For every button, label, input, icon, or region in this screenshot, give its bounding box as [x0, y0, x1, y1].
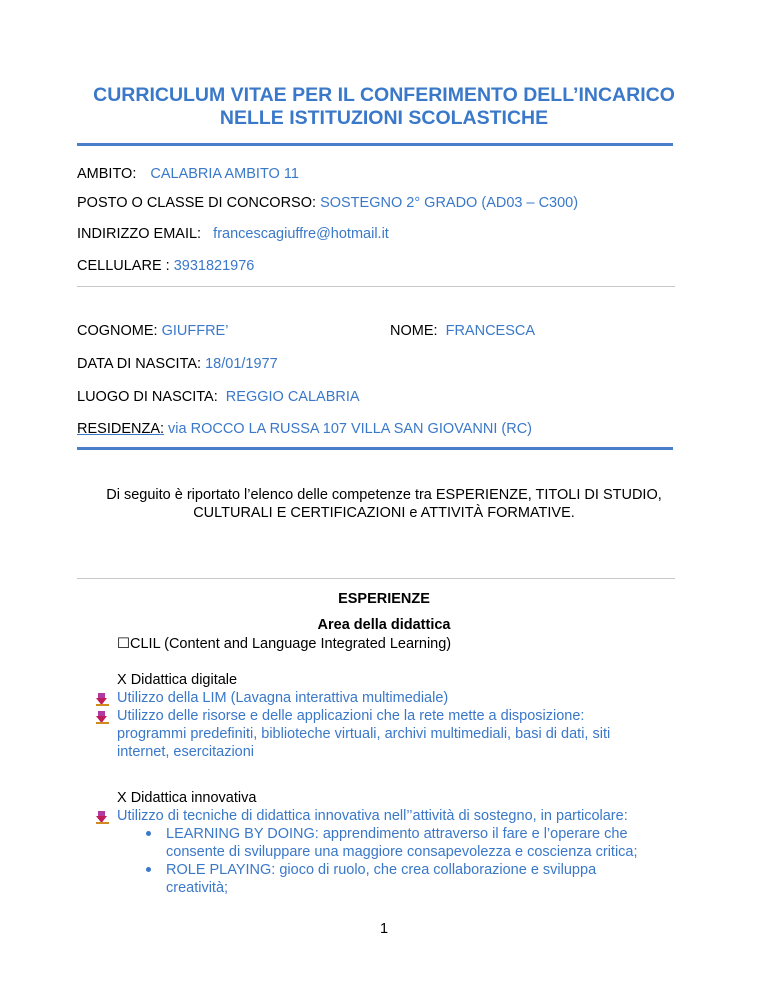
document-title: [40, 84, 728, 130]
title-line-1: CURRICULUM VITAE PER IL CONFERIMENTO DELL’INCARICO: [93, 84, 675, 106]
ambito-value: CALABRIA AMBITO 11: [150, 166, 299, 182]
area-didattica-heading: Area della didattica: [317, 617, 451, 633]
intro-line-1: Di seguito è riportato l’elenco delle competenze tra ESPERIENZE, TITOLI DI STUDIO,: [106, 487, 662, 503]
field-residenza: [77, 420, 532, 438]
residenza-label: RESIDENZA:: [77, 421, 165, 437]
field-cellulare: [77, 257, 254, 275]
cognome-label: COGNOME:: [77, 323, 158, 339]
section-divider: [77, 286, 675, 287]
field-ambito: [77, 165, 299, 183]
digitale-item-2-cont2: internet, esercitazioni: [117, 744, 255, 760]
learning-by-doing-line-2: consente di sviluppare una maggiore consapevolezza e coscienza critica;: [166, 844, 638, 860]
esperienze-heading: ESPERIENZE: [338, 591, 430, 607]
luogo-nascita-label: LUOGO DI NASCITA:: [77, 389, 218, 405]
intro-text: [60, 486, 708, 522]
arrow-down-bullet-icon: [96, 693, 109, 706]
title-line-2: NELLE ISTITUZIONI SCOLASTICHE: [219, 107, 549, 129]
email-value[interactable]: francescagiuffre@hotmail.it: [213, 226, 389, 242]
bullet-dot-icon: [146, 867, 151, 872]
role-playing-line-2: creatività;: [166, 880, 229, 896]
field-data-nascita: [77, 355, 278, 373]
posto-label: POSTO O CLASSE DI CONCORSO:: [77, 195, 317, 211]
nome-label: NOME:: [390, 323, 438, 339]
residenza-value: via ROCCO LA RUSSA 107 VILLA SAN GIOVANNI (RC): [168, 421, 533, 437]
innovativa-lead: Utilizzo di tecniche di didattica innovativa nell’’attività di sostegno, in particolare:: [117, 808, 628, 824]
field-luogo-nascita: [77, 388, 360, 406]
arrow-down-bullet-icon: [96, 711, 109, 724]
learning-by-doing-line-1: LEARNING BY DOING: apprendimento attraverso il fare e l’operare che: [166, 826, 628, 842]
cognome-value: GIUFFRE’: [161, 323, 229, 339]
posto-value: SOSTEGNO 2° GRADO (AD03 – C300): [320, 195, 579, 211]
data-nascita-label: DATA DI NASCITA:: [77, 356, 202, 372]
data-nascita-value: 18/01/1977: [205, 356, 278, 372]
field-posto: [77, 194, 578, 212]
didattica-innovativa-title: Χ Didattica innovativa: [117, 790, 257, 806]
email-label: INDIRIZZO EMAIL:: [77, 226, 202, 242]
role-playing-line-1: ROLE PLAYING: gioco di ruolo, che crea collaborazione e sviluppa: [166, 862, 597, 878]
intro-line-2: CULTURALI E CERTIFICAZIONI e ATTIVITÀ FORMATIVE.: [193, 505, 575, 521]
field-cognome: [77, 322, 228, 340]
digitale-item-2: Utilizzo delle risorse e delle applicazioni che la rete mette a disposizione:: [117, 708, 585, 724]
page-number: 1: [379, 921, 389, 937]
clil-checkbox-item: ☐CLIL (Content and Language Integrated Learning): [117, 636, 452, 652]
personal-divider: [77, 447, 673, 450]
digitale-item-2-cont: programmi predefiniti, biblioteche virtuali, archivi multimediali, basi di dati, siti: [117, 726, 611, 742]
ambito-label: AMBITO:: [77, 166, 137, 182]
nome-value: FRANCESCA: [445, 323, 536, 339]
luogo-nascita-value: REGGIO CALABRIA: [225, 389, 360, 405]
cellulare-label: CELLULARE :: [77, 258, 170, 274]
bullet-dot-icon: [146, 831, 151, 836]
arrow-down-bullet-icon: [96, 811, 109, 824]
digitale-item-1: Utilizzo della LIM (Lavagna interattiva multimediale): [117, 690, 449, 706]
title-divider: [77, 143, 673, 146]
esperienze-divider: [77, 578, 675, 579]
field-email: [77, 225, 389, 243]
field-nome: [390, 322, 535, 340]
cellulare-value: 3931821976: [173, 258, 255, 274]
didattica-digitale-title: Χ Didattica digitale: [117, 672, 238, 688]
